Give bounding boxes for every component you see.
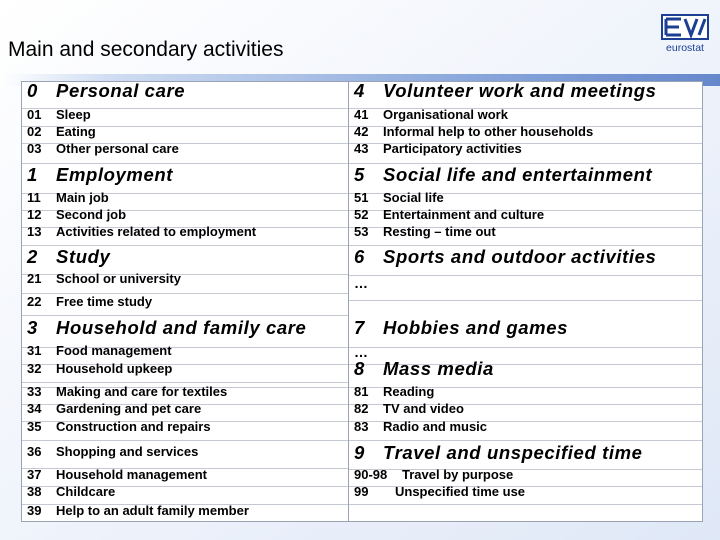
- subcategory-row: [354, 207, 697, 224]
- subcategory-row: [27, 271, 343, 288]
- category-heading: [354, 317, 697, 340]
- category-heading: [27, 317, 343, 340]
- subcategory-row: [27, 419, 343, 436]
- subcategory-row: [27, 141, 343, 158]
- subcategory-row: [354, 124, 697, 141]
- subcategory-row: [354, 107, 697, 124]
- activity-label: Mass media: [383, 358, 494, 380]
- activity-label: Other personal care: [56, 140, 179, 156]
- activity-label: Informal help to other households: [383, 123, 594, 139]
- category-heading: [354, 164, 697, 187]
- eurostat-logo: [655, 12, 715, 56]
- activity-code: 53: [354, 223, 369, 239]
- activity-code: 11: [27, 189, 41, 205]
- category-heading: [27, 246, 343, 269]
- activity-code: 8: [354, 358, 365, 380]
- activity-code: 1: [27, 164, 38, 186]
- activity-code: 81: [354, 383, 369, 399]
- activity-label: Travel and unspecified time: [383, 442, 643, 464]
- activity-code: …: [354, 343, 368, 360]
- activity-code: 13: [27, 223, 42, 239]
- activity-code: 35: [27, 418, 42, 434]
- activity-label: Free time study: [56, 293, 153, 309]
- activity-label: Food management: [56, 342, 172, 358]
- logo-mark-icon: [661, 14, 709, 40]
- activity-code: 83: [354, 418, 369, 434]
- activity-code: 82: [354, 400, 369, 416]
- row-divider: [22, 315, 348, 316]
- activity-code: 2: [27, 246, 38, 268]
- activity-code: 33: [27, 383, 42, 399]
- activity-label: Study: [56, 246, 111, 268]
- logo-wordmark: eurostat: [666, 42, 704, 54]
- activity-label: Social life: [383, 189, 444, 205]
- activity-code: 32: [27, 360, 42, 376]
- activity-code: 39: [27, 502, 42, 518]
- subcategory-row: [354, 467, 697, 484]
- subcategory-row: [354, 484, 697, 501]
- slide-title: Main and secondary activities: [8, 38, 284, 61]
- activity-label: Radio and music: [383, 418, 488, 434]
- category-heading: [354, 358, 697, 381]
- activity-code: 37: [27, 466, 42, 482]
- subcategory-row: [354, 401, 697, 418]
- activity-code: 36: [27, 443, 42, 459]
- activity-code: 90-98: [354, 466, 388, 482]
- activity-code: 01: [27, 106, 42, 122]
- activity-label: Social life and entertainment: [383, 164, 653, 186]
- activity-label: Childcare: [56, 483, 116, 499]
- subcategory-row: [354, 141, 697, 158]
- activity-label: Making and care for textiles: [56, 383, 228, 399]
- subcategory-row: [354, 190, 697, 207]
- activity-label: School or university: [56, 270, 181, 286]
- subcategory-row: [27, 361, 343, 378]
- row-divider: [349, 440, 702, 441]
- activity-label: Second job: [56, 206, 127, 222]
- row-divider: [22, 382, 348, 383]
- column-divider: [348, 82, 349, 521]
- subcategory-row: [27, 444, 343, 461]
- subcategory-row: [27, 124, 343, 141]
- subcategory-row: [27, 401, 343, 418]
- activity-code: 5: [354, 164, 365, 186]
- category-heading: [354, 80, 697, 103]
- activity-code: 02: [27, 123, 42, 139]
- activity-classification-table: [21, 81, 703, 522]
- row-divider: [349, 300, 702, 301]
- activity-code: 99: [354, 483, 369, 499]
- subcategory-row: [27, 190, 343, 207]
- activity-code: 03: [27, 140, 42, 156]
- row-divider: [22, 440, 348, 441]
- activity-label: Household upkeep: [56, 360, 173, 376]
- activity-code: 34: [27, 400, 42, 416]
- activity-code: 43: [354, 140, 369, 156]
- activity-label: Volunteer work and meetings: [383, 80, 657, 102]
- activity-label: Entertainment and culture: [383, 206, 545, 222]
- activity-code: 9: [354, 442, 365, 464]
- activity-code: 52: [354, 206, 369, 222]
- subcategory-row: [27, 503, 343, 520]
- activity-code: 4: [354, 80, 365, 102]
- activity-label: Help to an adult family member: [56, 502, 249, 518]
- activity-label: Travel by purpose: [402, 466, 514, 482]
- activity-code: 51: [354, 189, 369, 205]
- category-heading: [354, 246, 697, 269]
- activity-code: 41: [354, 106, 369, 122]
- activity-label: Hobbies and games: [383, 317, 568, 339]
- activity-code: 0: [27, 80, 38, 102]
- activity-code: 21: [27, 270, 42, 286]
- activity-label: Main job: [56, 189, 109, 205]
- activity-label: Reading: [383, 383, 435, 399]
- activity-label: Sleep: [56, 106, 91, 122]
- activity-label: Personal care: [56, 80, 186, 102]
- category-heading: [354, 442, 697, 465]
- activity-label: Resting – time out: [383, 223, 496, 239]
- activity-code: 42: [354, 123, 369, 139]
- ellipsis-row: [354, 275, 697, 292]
- activity-code: 12: [27, 206, 42, 222]
- activity-code: …: [354, 274, 368, 291]
- activity-code: 7: [354, 317, 365, 339]
- subcategory-row: [27, 384, 343, 401]
- activity-code: 6: [354, 246, 365, 268]
- category-heading: [27, 80, 343, 103]
- activity-label: Household and family care: [56, 317, 307, 339]
- subcategory-row: [27, 294, 343, 311]
- subcategory-row: [27, 107, 343, 124]
- subcategory-row: [354, 224, 697, 241]
- subcategory-row: [27, 484, 343, 501]
- activity-label: Organisational work: [383, 106, 508, 122]
- category-heading: [27, 164, 343, 187]
- activity-label: Employment: [56, 164, 174, 186]
- activity-label: Shopping and services: [56, 443, 199, 459]
- activity-label: TV and video: [383, 400, 464, 416]
- activity-label: Participatory activities: [383, 140, 522, 156]
- row-divider: [349, 504, 702, 505]
- subcategory-row: [354, 419, 697, 436]
- activity-code: 3: [27, 317, 38, 339]
- activity-code: 38: [27, 483, 42, 499]
- activity-label: Construction and repairs: [56, 418, 211, 434]
- activity-label: Activities related to employment: [56, 223, 257, 239]
- activity-code: 22: [27, 293, 42, 309]
- activity-code: 31: [27, 342, 42, 358]
- activity-label: Eating: [56, 123, 96, 139]
- activity-label: Unspecified time use: [395, 483, 526, 499]
- subcategory-row: [27, 343, 343, 360]
- subcategory-row: [354, 384, 697, 401]
- subcategory-row: [27, 224, 343, 241]
- activity-label: Household management: [56, 466, 207, 482]
- activity-label: Gardening and pet care: [56, 400, 202, 416]
- subcategory-row: [27, 207, 343, 224]
- activity-label: Sports and outdoor activities: [383, 246, 657, 268]
- subcategory-row: [27, 467, 343, 484]
